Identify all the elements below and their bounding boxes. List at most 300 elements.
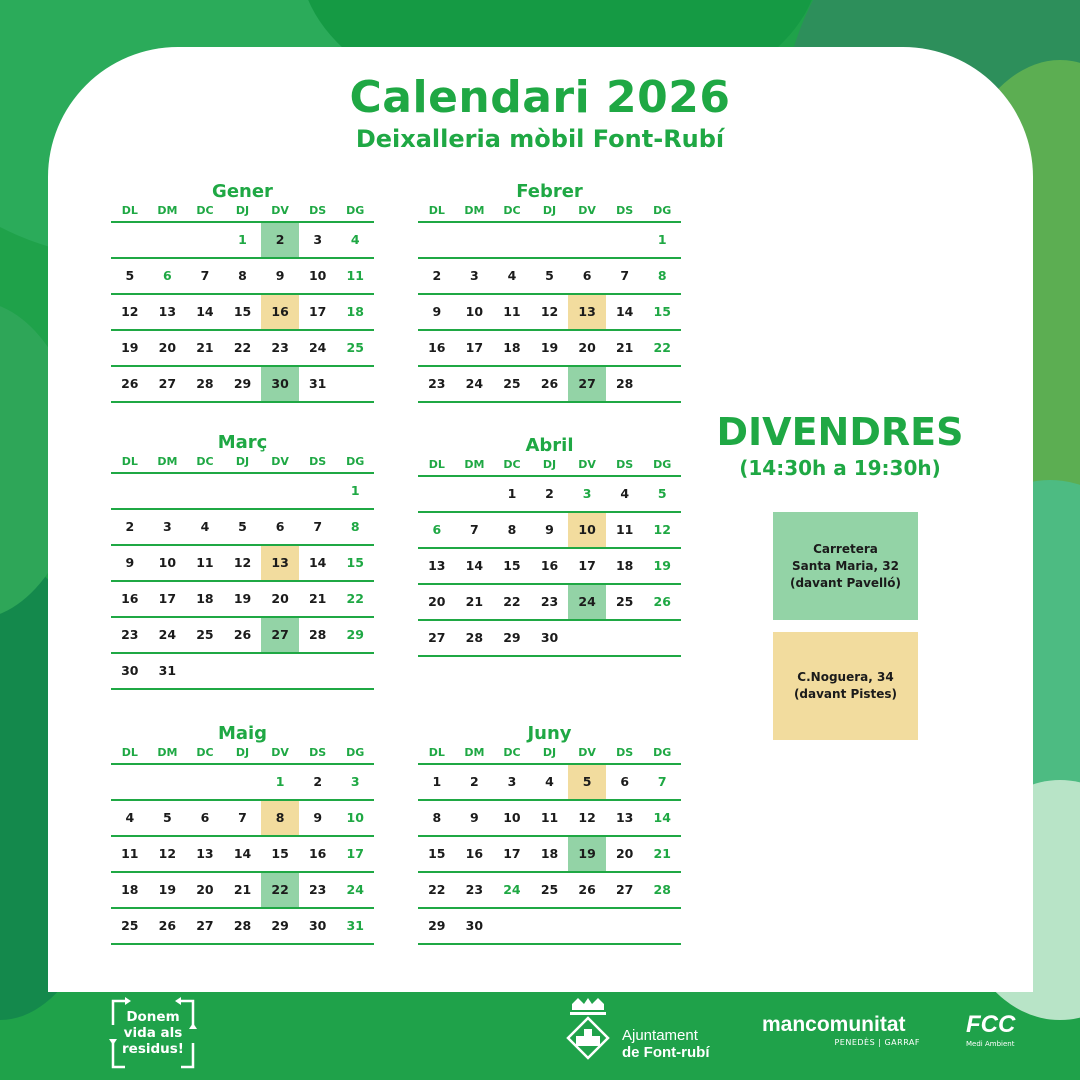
- empty-day-cell: [149, 474, 187, 508]
- day-cell: 21: [233, 882, 252, 897]
- day-cell: 20: [271, 591, 289, 606]
- weekday-label: DM: [157, 204, 178, 217]
- day-cell: 22: [503, 594, 521, 609]
- day-cell: 8: [261, 801, 299, 835]
- day-cell: 30: [308, 918, 327, 933]
- day-cell: 3: [470, 268, 479, 283]
- day-cell: 25: [615, 594, 634, 609]
- day-cell: 14: [196, 304, 214, 319]
- day-cell: 16: [308, 846, 327, 861]
- day-cell: 16: [261, 295, 299, 329]
- week-row: [111, 546, 374, 582]
- month-name: Gener: [212, 181, 273, 202]
- day-cell: 1: [350, 483, 360, 498]
- day-cell: 1: [657, 232, 667, 247]
- day-cell: 29: [428, 918, 446, 933]
- day-cell: 26: [233, 627, 252, 642]
- empty-day-cell: [456, 223, 494, 257]
- empty-day-cell: [261, 474, 299, 508]
- day-cell: 6: [432, 522, 442, 537]
- slogan-logo: [105, 995, 201, 1073]
- day-cell: 8: [238, 268, 247, 283]
- day-cell: 28: [233, 918, 252, 933]
- day-cell: 3: [350, 774, 360, 789]
- weekday-label: DL: [428, 746, 445, 759]
- day-cell: 21: [615, 340, 634, 355]
- ajuntament-logo: [560, 996, 730, 1066]
- location-green-line3: (davant Pavelló): [789, 575, 902, 590]
- day-cell: 11: [540, 810, 559, 825]
- weekday-label: DJ: [542, 746, 557, 759]
- weekday-label: DM: [157, 746, 178, 759]
- slogan-line2: vida als: [123, 1025, 183, 1041]
- empty-day-cell: [186, 765, 224, 799]
- weekday-label: DC: [503, 746, 521, 759]
- day-cell: 22: [428, 882, 446, 897]
- day-cell: 8: [350, 519, 360, 534]
- month-abril: [418, 435, 681, 657]
- week-row: [418, 909, 681, 945]
- week-row: [111, 474, 374, 510]
- day-cell: 4: [125, 810, 135, 825]
- weekday-label: DS: [616, 204, 634, 217]
- week-row: [418, 585, 681, 621]
- empty-day-cell: [111, 765, 149, 799]
- day-cell: 15: [653, 304, 671, 319]
- empty-day-cell: [186, 223, 224, 257]
- day-cell: 11: [196, 555, 214, 570]
- day-cell: 31: [158, 663, 177, 678]
- day-cell: 28: [196, 376, 214, 391]
- day-cell: 24: [346, 882, 364, 897]
- day-cell: 12: [578, 810, 596, 825]
- day-cell: 27: [615, 882, 634, 897]
- month-name: Abril: [525, 435, 574, 456]
- day-cell: 24: [158, 627, 177, 642]
- day-cell: 9: [313, 810, 323, 825]
- empty-day-cell: [456, 477, 494, 511]
- day-cell: 16: [540, 558, 559, 573]
- day-cell: 18: [196, 591, 214, 606]
- weekday-header: [111, 203, 374, 223]
- week-row: [418, 513, 681, 549]
- day-cell: 9: [545, 522, 554, 537]
- day-cell: 22: [261, 873, 299, 907]
- weekday-label: DJ: [542, 458, 557, 471]
- empty-day-cell: [531, 909, 569, 943]
- day-cell: 2: [470, 774, 479, 789]
- day-cell: 21: [465, 594, 484, 609]
- day-cell: 8: [432, 810, 442, 825]
- weekday-label: DV: [271, 204, 289, 217]
- empty-day-cell: [224, 474, 262, 508]
- day-cell: 10: [568, 513, 606, 547]
- empty-day-cell: [568, 621, 606, 655]
- day-cell: 19: [568, 837, 606, 871]
- day-cell: 8: [657, 268, 667, 283]
- day-cell: 13: [615, 810, 634, 825]
- weekday-label: DL: [121, 204, 138, 217]
- mancomunitat-name: mancomunitat: [762, 1013, 906, 1036]
- weekday-label: DC: [503, 458, 521, 471]
- empty-day-cell: [336, 367, 374, 401]
- day-cell: 26: [158, 918, 177, 933]
- weekday-header: [418, 745, 681, 765]
- day-cell: 2: [125, 519, 135, 534]
- empty-day-cell: [493, 909, 531, 943]
- day-cell: 27: [568, 367, 606, 401]
- day-cell: 24: [503, 882, 521, 897]
- location-green: [773, 512, 918, 620]
- day-cell: 23: [540, 594, 559, 609]
- day-cell: 2: [432, 268, 442, 283]
- week-row: [418, 259, 681, 295]
- day-cell: 20: [158, 340, 177, 355]
- day-cell: 27: [158, 376, 177, 391]
- day-cell: 9: [275, 268, 285, 283]
- weekday-label: DV: [578, 458, 596, 471]
- day-cell: 12: [121, 304, 139, 319]
- week-row: [418, 477, 681, 513]
- week-row: [418, 765, 681, 801]
- fcc-sub: Medi Ambient: [966, 1040, 1015, 1048]
- day-cell: 7: [238, 810, 247, 825]
- weekday-label: DG: [653, 458, 672, 471]
- day-cell: 1: [507, 486, 517, 501]
- day-cell: 10: [158, 555, 177, 570]
- day-cell: 28: [465, 630, 484, 645]
- day-cell: 25: [346, 340, 364, 355]
- weekday-label: DV: [578, 746, 596, 759]
- month-name: Febrer: [516, 181, 583, 202]
- day-cell: 28: [308, 627, 327, 642]
- empty-day-cell: [418, 223, 456, 257]
- day-cell: 25: [121, 918, 139, 933]
- week-row: [418, 295, 681, 331]
- day-cell: 14: [615, 304, 634, 319]
- day-cell: 15: [271, 846, 289, 861]
- day-cell: 29: [233, 376, 252, 391]
- weekday-label: DS: [616, 458, 634, 471]
- day-cell: 15: [233, 304, 252, 319]
- week-row: [111, 259, 374, 295]
- day-cell: 17: [578, 558, 596, 573]
- month-name: Juny: [527, 723, 572, 744]
- empty-day-cell: [299, 654, 337, 688]
- weekday-label: DS: [309, 746, 327, 759]
- week-row: [111, 909, 374, 945]
- weekday-header: [111, 454, 374, 474]
- week-row: [111, 837, 374, 873]
- empty-day-cell: [111, 223, 149, 257]
- empty-day-cell: [643, 367, 681, 401]
- day-cell: 4: [545, 774, 554, 789]
- day-cell: 18: [540, 846, 559, 861]
- day-cell: 22: [653, 340, 671, 355]
- weekday-label: DG: [653, 204, 672, 217]
- week-row: [418, 873, 681, 909]
- day-cell: 4: [507, 268, 517, 283]
- empty-day-cell: [224, 654, 262, 688]
- day-cell: 22: [233, 340, 252, 355]
- day-cell: 5: [238, 519, 247, 534]
- location-yellow-line2: (davant Pistes): [793, 687, 898, 701]
- day-cell: 12: [233, 555, 252, 570]
- fcc-logo: [966, 1012, 1030, 1060]
- weekday-label: DC: [196, 746, 214, 759]
- schedule-day: DIVENDRES: [716, 410, 964, 454]
- month-gener: [111, 181, 374, 403]
- weekday-label: DJ: [235, 204, 250, 217]
- empty-day-cell: [186, 474, 224, 508]
- empty-day-cell: [606, 223, 644, 257]
- day-cell: 17: [308, 304, 327, 319]
- day-cell: 7: [657, 774, 667, 789]
- day-cell: 31: [308, 376, 327, 391]
- weekday-label: DG: [346, 204, 365, 217]
- page-subtitle: Deixalleria mòbil Font-Rubí: [355, 125, 725, 153]
- empty-day-cell: [261, 654, 299, 688]
- day-cell: 2: [313, 774, 323, 789]
- location-green-line1: Carretera: [813, 541, 878, 556]
- weekday-label: DC: [503, 204, 521, 217]
- week-row: [418, 801, 681, 837]
- week-row: [111, 510, 374, 546]
- month-name: Març: [217, 432, 268, 453]
- weekday-label: DM: [464, 458, 485, 471]
- day-cell: 14: [465, 558, 484, 573]
- day-cell: 10: [465, 304, 484, 319]
- empty-day-cell: [531, 223, 569, 257]
- week-row: [111, 801, 374, 837]
- day-cell: 17: [346, 846, 364, 861]
- day-cell: 5: [545, 268, 554, 283]
- week-row: [111, 223, 374, 259]
- day-cell: 6: [582, 268, 592, 283]
- day-cell: 23: [428, 376, 446, 391]
- ajuntament-line2: de Font-rubí: [622, 1044, 710, 1061]
- weekday-label: DJ: [542, 204, 557, 217]
- day-cell: 28: [653, 882, 671, 897]
- day-cell: 9: [470, 810, 479, 825]
- day-cell: 3: [313, 232, 323, 247]
- day-cell: 15: [346, 555, 364, 570]
- day-cell: 22: [346, 591, 364, 606]
- day-cell: 21: [308, 591, 327, 606]
- day-cell: 23: [465, 882, 484, 897]
- day-cell: 20: [428, 594, 446, 609]
- day-cell: 17: [503, 846, 521, 861]
- empty-day-cell: [224, 765, 262, 799]
- week-row: [111, 582, 374, 618]
- weekday-label: DL: [428, 458, 445, 471]
- day-cell: 26: [121, 376, 139, 391]
- day-cell: 10: [503, 810, 521, 825]
- weekday-label: DM: [464, 746, 485, 759]
- weekday-label: DS: [616, 746, 634, 759]
- day-cell: 12: [653, 522, 671, 537]
- day-cell: 5: [568, 765, 606, 799]
- week-row: [418, 223, 681, 259]
- day-cell: 1: [238, 232, 247, 247]
- day-cell: 29: [503, 630, 521, 645]
- week-row: [418, 367, 681, 403]
- coat-of-arms-icon: [560, 996, 616, 1062]
- empty-day-cell: [643, 909, 681, 943]
- day-cell: 10: [308, 268, 327, 283]
- week-row: [111, 331, 374, 367]
- day-cell: 15: [503, 558, 521, 573]
- day-cell: 3: [163, 519, 172, 534]
- weekday-label: DV: [578, 204, 596, 217]
- day-cell: 7: [470, 522, 479, 537]
- weekday-label: DC: [196, 204, 214, 217]
- day-cell: 7: [200, 268, 210, 283]
- day-cell: 18: [346, 304, 364, 319]
- week-row: [111, 295, 374, 331]
- week-row: [111, 873, 374, 909]
- day-cell: 11: [503, 304, 521, 319]
- day-cell: 17: [465, 340, 484, 355]
- empty-day-cell: [418, 477, 456, 511]
- day-cell: 3: [582, 486, 592, 501]
- day-cell: 13: [261, 546, 299, 580]
- day-cell: 13: [568, 295, 606, 329]
- day-cell: 24: [568, 585, 606, 619]
- empty-day-cell: [568, 223, 606, 257]
- week-row: [418, 837, 681, 873]
- empty-day-cell: [149, 765, 187, 799]
- day-cell: 21: [653, 846, 671, 861]
- day-cell: 19: [233, 591, 252, 606]
- slogan-line1: Donem: [126, 1009, 180, 1025]
- day-cell: 15: [428, 846, 446, 861]
- schedule-hours: (14:30h a 19:30h): [739, 456, 941, 480]
- day-cell: 16: [465, 846, 484, 861]
- page-title: Calendari 2026: [349, 72, 731, 123]
- weekday-header: [111, 745, 374, 765]
- day-cell: 13: [158, 304, 177, 319]
- location-green-line2: Santa Maria, 32: [792, 558, 899, 573]
- day-cell: 9: [125, 555, 135, 570]
- week-row: [418, 621, 681, 657]
- week-row: [111, 765, 374, 801]
- week-row: [418, 331, 681, 367]
- day-cell: 6: [620, 774, 630, 789]
- weekday-label: DJ: [235, 455, 250, 468]
- day-cell: 13: [196, 846, 214, 861]
- day-cell: 16: [121, 591, 139, 606]
- day-cell: 1: [432, 774, 442, 789]
- day-cell: 24: [308, 340, 327, 355]
- day-cell: 11: [121, 846, 139, 861]
- day-cell: 21: [196, 340, 214, 355]
- ajuntament-line1: Ajuntament: [622, 1027, 698, 1044]
- day-cell: 29: [271, 918, 289, 933]
- day-cell: 26: [540, 376, 559, 391]
- day-cell: 13: [428, 558, 446, 573]
- day-cell: 4: [200, 519, 210, 534]
- day-cell: 18: [503, 340, 521, 355]
- month-maig: [111, 723, 374, 945]
- empty-day-cell: [149, 223, 187, 257]
- day-cell: 9: [432, 304, 442, 319]
- day-cell: 4: [350, 232, 360, 247]
- weekday-label: DJ: [235, 746, 250, 759]
- location-yellow-line1: C.Noguera, 34: [797, 670, 894, 684]
- month-name: Maig: [217, 723, 268, 744]
- day-cell: 19: [121, 340, 139, 355]
- day-cell: 14: [233, 846, 252, 861]
- weekday-label: DV: [271, 455, 289, 468]
- day-cell: 31: [346, 918, 364, 933]
- empty-day-cell: [299, 474, 337, 508]
- location-yellow: [773, 632, 918, 740]
- month-juny: [418, 723, 681, 945]
- day-cell: 30: [540, 630, 559, 645]
- day-cell: 14: [653, 810, 671, 825]
- empty-day-cell: [568, 909, 606, 943]
- empty-day-cell: [111, 474, 149, 508]
- day-cell: 19: [653, 558, 671, 573]
- fcc-name: FCC: [966, 1011, 1016, 1038]
- day-cell: 27: [196, 918, 214, 933]
- day-cell: 27: [261, 618, 299, 652]
- weekday-label: DG: [346, 746, 365, 759]
- day-cell: 25: [196, 627, 214, 642]
- day-cell: 26: [578, 882, 596, 897]
- weekday-label: DV: [271, 746, 289, 759]
- empty-day-cell: [606, 621, 644, 655]
- day-cell: 14: [308, 555, 327, 570]
- day-cell: 20: [196, 882, 214, 897]
- empty-day-cell: [336, 654, 374, 688]
- day-cell: 12: [540, 304, 559, 319]
- week-row: [111, 654, 374, 690]
- weekday-label: DS: [309, 204, 327, 217]
- day-cell: 30: [261, 367, 299, 401]
- day-cell: 1: [275, 774, 285, 789]
- weekday-label: DG: [346, 455, 365, 468]
- day-cell: 27: [428, 630, 446, 645]
- day-cell: 8: [507, 522, 517, 537]
- day-cell: 25: [503, 376, 521, 391]
- mancomunitat-logo: [762, 1012, 927, 1058]
- weekday-label: DM: [464, 204, 485, 217]
- weekday-label: DS: [309, 455, 327, 468]
- weekday-label: DL: [121, 746, 138, 759]
- day-cell: 16: [428, 340, 446, 355]
- weekday-label: DM: [157, 455, 178, 468]
- day-cell: 2: [545, 486, 554, 501]
- month-març: [111, 432, 374, 690]
- day-cell: 23: [271, 340, 289, 355]
- day-cell: 18: [121, 882, 139, 897]
- weekday-label: DC: [196, 455, 214, 468]
- weekday-label: DL: [121, 455, 138, 468]
- day-cell: 17: [158, 591, 177, 606]
- day-cell: 5: [657, 486, 667, 501]
- day-cell: 19: [540, 340, 559, 355]
- day-cell: 4: [620, 486, 630, 501]
- day-cell: 20: [615, 846, 634, 861]
- empty-day-cell: [643, 621, 681, 655]
- day-cell: 5: [163, 810, 172, 825]
- weekday-header: [418, 457, 681, 477]
- day-cell: 10: [346, 810, 364, 825]
- empty-day-cell: [493, 223, 531, 257]
- day-cell: 6: [275, 519, 285, 534]
